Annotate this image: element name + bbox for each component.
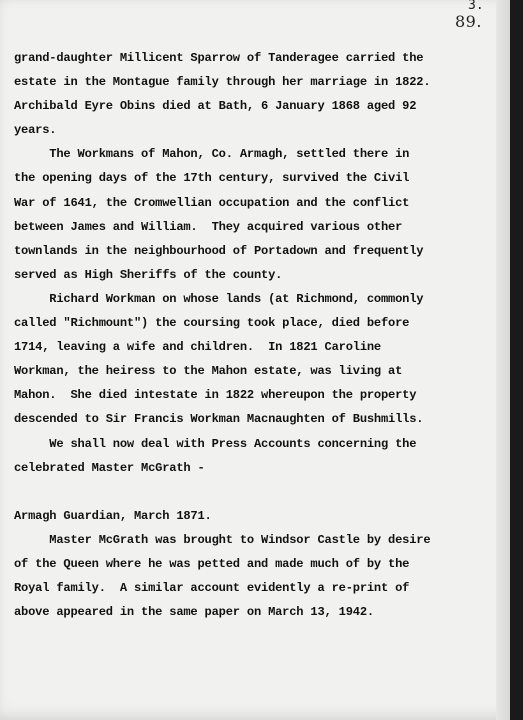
text-line: years. (14, 123, 57, 138)
text-line: celebrated Master McGrath - (14, 460, 205, 475)
text-line: 1714, leaving a wife and children. In 1821 Caroline (14, 340, 381, 355)
text-line: descended to Sir Francis Workman Macnaughten of Bushmills. (14, 412, 424, 427)
section-heading: Armagh Guardian, March 1871. (14, 508, 212, 523)
text-line: War of 1641, the Cromwellian occupation and the conflict (14, 195, 410, 210)
text-line: between James and William. They acquired various other (14, 219, 403, 234)
document-body (14, 46, 484, 624)
text-line: Workman, the heiress to the Mahon estate, was living at (14, 364, 403, 379)
text-line: the opening days of the 17th century, survived the Civil (14, 171, 410, 186)
text-line: of the Queen where he was petted and made much of by the (14, 556, 410, 571)
page-edge (496, 0, 510, 720)
text-line: Richard Workman on whose lands (at Richmond, commonly (14, 291, 424, 306)
text-line: Mahon. She died intestate in 1822 whereupon the property (14, 388, 417, 403)
text-line: served as High Sheriffs of the county. (14, 267, 283, 282)
text-line: above appeared in the same paper on March 13, 1942. (14, 605, 374, 620)
page-number: 89. (455, 12, 482, 31)
text-line: The Workmans of Mahon, Co. Armagh, settled there in (14, 147, 410, 162)
blank-line (14, 480, 484, 504)
text-line: Royal family. A similar account evidently a re-print of (14, 581, 410, 596)
text-line: We shall now deal with Press Accounts concerning the (14, 436, 417, 451)
text-line: townlands in the neighbourhood of Portadown and frequently (14, 243, 424, 258)
text-line: estate in the Montague family through her marriage in 1822. (14, 75, 431, 90)
text-line: grand-daughter Millicent Sparrow of Tanderagee carried the (14, 51, 424, 65)
text-line: Master McGrath was brought to Windsor Castle by desire (14, 532, 431, 547)
text-line: Archibald Eyre Obins died at Bath, 6 January 1868 aged 92 (14, 99, 417, 114)
corner-mark: 3. (468, 0, 484, 13)
text-line: called "Richmount") the coursing took place, died before (14, 316, 410, 331)
